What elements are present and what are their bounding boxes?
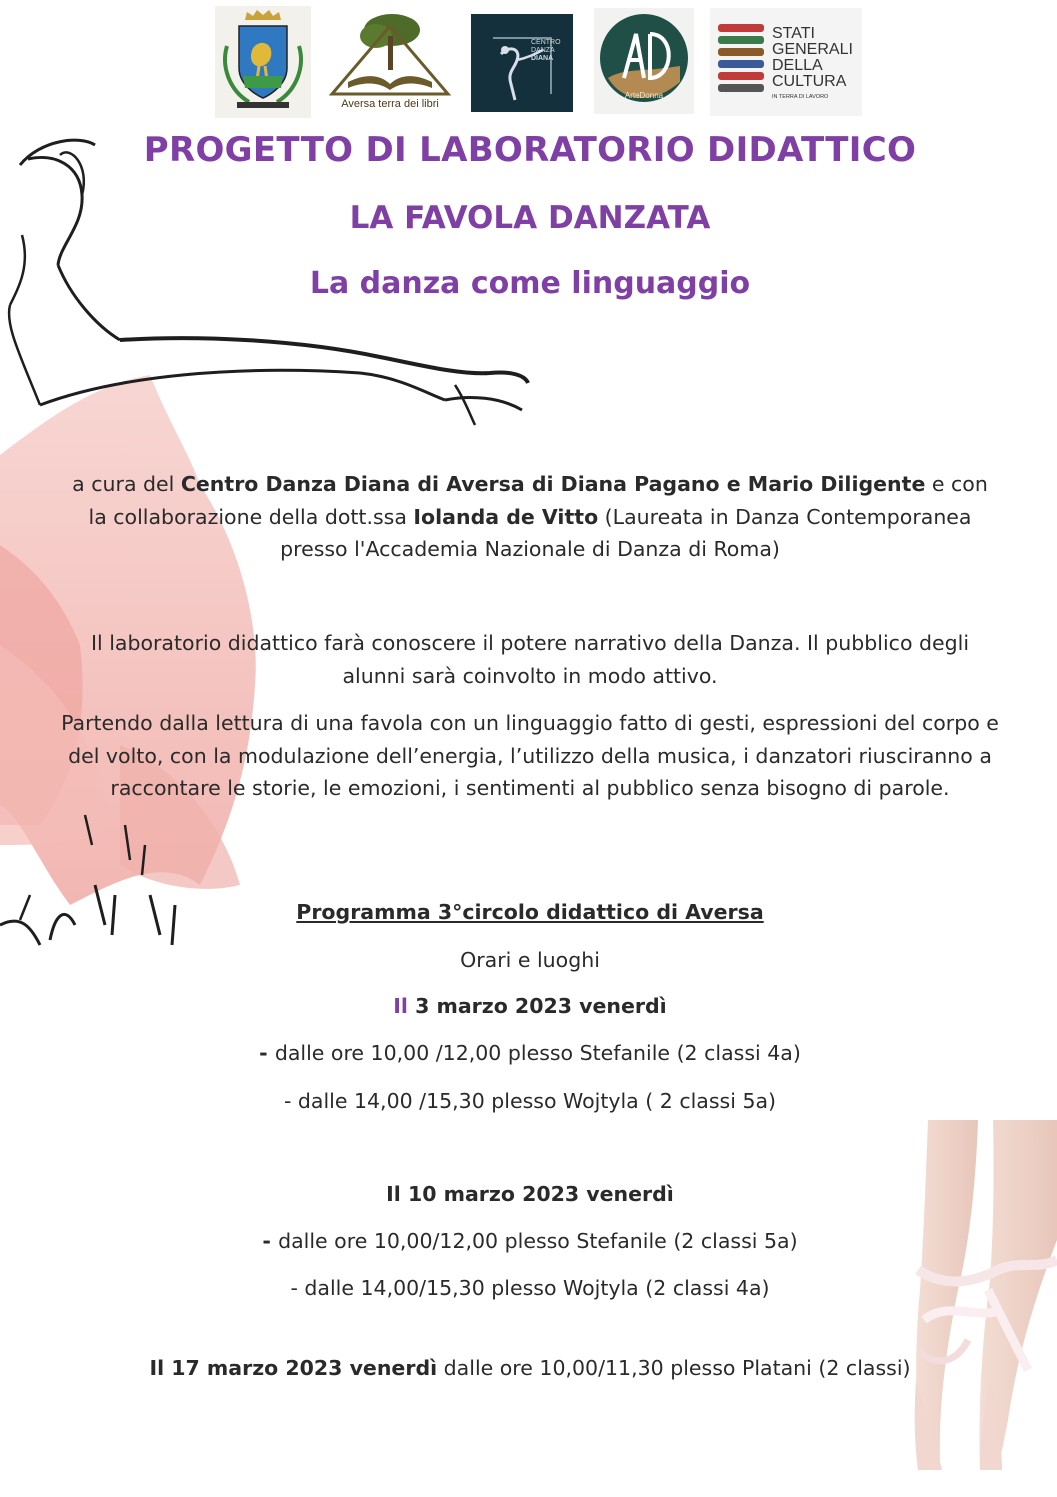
day-2-date: Il 10 marzo 2023 venerdì (386, 1182, 674, 1206)
credits-collaborator: Iolanda de Vitto (413, 504, 599, 529)
sgc-line-3: DELLA (772, 57, 823, 74)
sgc-line-4: CULTURA (772, 73, 847, 90)
program-subtitle: Orari e luoghi (460, 948, 600, 972)
day-1-date: 3 marzo 2023 venerdì (407, 994, 667, 1018)
day-3-date: Il 17 marzo 2023 venerdì (149, 1356, 438, 1380)
credits-text-2: e con la collaborazione della dott.ssa (88, 472, 988, 529)
aversa-terra-dei-libri-logo (326, 6, 454, 118)
day-3-text: dalle ore 10,00/11,30 plesso Platani (2 classi) (437, 1356, 911, 1380)
sgc-subline: IN TERRA DI LAVORO (772, 94, 829, 100)
credits-text-1: a cura del (72, 472, 181, 496)
day-2-heading (60, 1182, 1000, 1206)
day-2-slot-1-text: dalle ore 10,00/12,00 plesso Stefanile (2 classi 5a) (278, 1229, 798, 1253)
diana-logo-text-1: CENTRO (531, 39, 561, 46)
city-crest-logo (215, 6, 311, 118)
sgc-line-2: GENERALI (772, 41, 853, 58)
day-2-slot-2: - dalle 14,00/15,30 plesso Wojtyla (2 classi 4a) (290, 1276, 770, 1300)
credits-paragraph (60, 468, 1000, 566)
day-1-slot-1-text: dalle ore 10,00 /12,00 plesso Stefanile (2 classi 4a) (274, 1041, 801, 1065)
day-1-prefix: Il (393, 994, 408, 1018)
centro-danza-diana-logo (471, 14, 573, 112)
day-1-slot-1 (60, 1041, 1000, 1065)
day-1-slot-2: - dalle 14,00 /15,30 plesso Wojtyla ( 2 classi 5a) (283, 1089, 777, 1113)
credits-text-3: (Laureata in Danza Contemporanea presso l'Accademia Nazionale di Danza di Roma) (280, 504, 972, 561)
intro-paragraph: Il laboratorio didattico farà conoscere il potere narrativo della Danza. Il pubblico degli alunni sarà coinvolto in modo attivo. (90, 631, 970, 688)
description-paragraph: Partendo dalla lettura di una favola con un linguaggio fatto di gesti, espressioni del corpo e del volto, con la modulazione dell’energia, l’utilizzo della musica, i danzatori riusciranno a raccontare le storie, le emozioni, i sentimenti al pubblico senza bisogno di parole. (61, 711, 999, 800)
ad-logo-caption: ArteDonna (624, 91, 664, 100)
day-2-slot-1-dash: - (262, 1229, 279, 1253)
sgc-line-1: STATI (772, 25, 815, 42)
program-title: Programma 3°circolo didattico di Aversa (296, 900, 764, 924)
day-1-heading (60, 994, 1000, 1018)
credits-organizer: Centro Danza Diana di Aversa di Diana Pagano e Mario Diligente (180, 472, 926, 496)
pointe-shoes-illustration (898, 1120, 1057, 1480)
page-tagline: La danza come linguaggio (309, 266, 751, 301)
page-subtitle: LA FAVOLA DANZATA (349, 200, 711, 236)
page-title: PROGETTO DI LABORATORIO DIDATTICO (143, 130, 917, 170)
stati-generali-cultura-logo (710, 8, 862, 116)
day-1-slot-1-dash: - (259, 1041, 275, 1065)
diana-logo-text-3: DIANA (531, 55, 554, 62)
book-logo-caption: Aversa terra dei libri (341, 98, 439, 110)
day-3-line (60, 1356, 1000, 1380)
diana-logo-text-2: DANZA (531, 47, 555, 54)
day-2-slot-1 (60, 1229, 1000, 1253)
artedonna-logo (594, 8, 694, 114)
